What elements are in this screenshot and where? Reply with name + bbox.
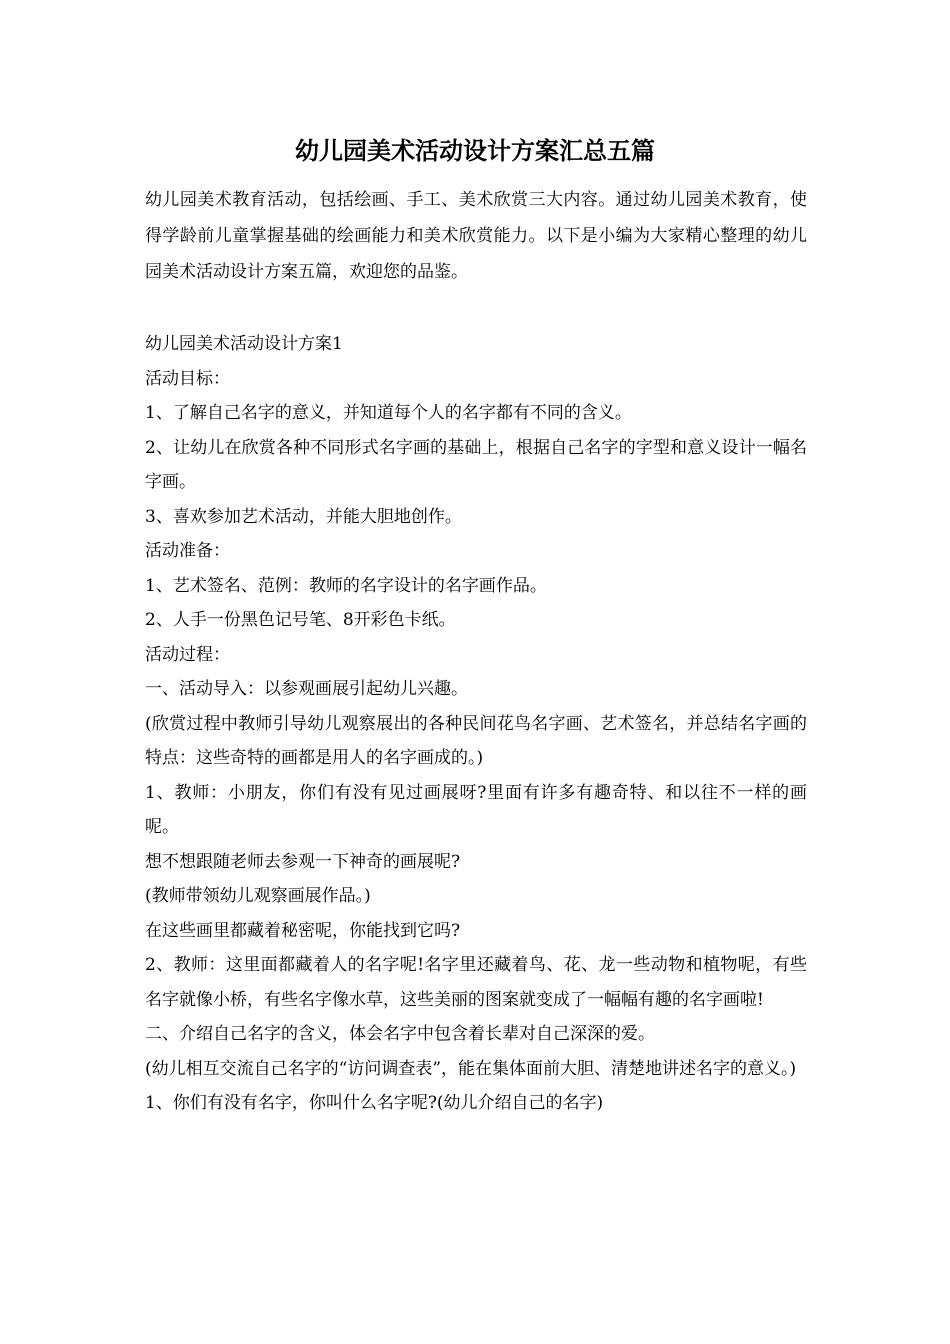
paragraph: 2、让幼儿在欣赏各种不同形式名字画的基础上，根据自己名字的字型和意义设计一幅名字画。 xyxy=(145,437,807,492)
paragraph: 2、教师：这里面都藏着人的名字呢!名字里还藏着鸟、花、龙一些动物和植物呢，有些名字就像小桥，有些名字像水草，这些美丽的图案就变成了一幅幅有趣的名字画啦! xyxy=(145,955,807,1010)
paragraph: 1、教师：小朋友，你们有没有见过画展呀?里面有许多有趣奇特、和以往不一样的画呢。 xyxy=(145,782,807,837)
paragraph: (教师带领幼儿观察画展作品。) xyxy=(145,886,371,906)
paragraph: 1、你们有没有名字，你叫什么名字呢?(幼儿介绍自己的名字) xyxy=(145,1093,604,1113)
section-heading: 幼儿园美术活动设计方案1 xyxy=(145,334,343,354)
paragraph: 二、介绍自己名字的含义，体会名字中包含着长辈对自己深深的爱。 xyxy=(145,1024,655,1044)
paragraph: (幼儿相互交流自己名字的“访问调查表”，能在集体面前大胆、清楚地讲述名字的意义。) xyxy=(145,1058,797,1079)
paragraph: 3、喜欢参加艺术活动，并能大胆地创作。 xyxy=(145,506,462,527)
document-body xyxy=(145,327,807,1121)
paragraph: 1、艺术签名、范例：教师的名字设计的名字画作品。 xyxy=(145,575,547,596)
paragraph: 2、人手一份黑色记号笔、8开彩色卡纸。 xyxy=(145,610,456,630)
paragraph: 1、了解自己名字的意义，并知道每个人的名字都有不同的含义。 xyxy=(145,403,632,423)
paragraph: 想不想跟随老师去参观一下神奇的画展呢? xyxy=(145,851,461,872)
intro-paragraph: 幼儿园美术教育活动，包括绘画、手工、美术欣赏三大内容。通过幼儿园美术教育，使得学龄前儿童掌握基础的绘画能力和美术欣赏能力。以下是小编为大家精心整理的幼儿园美术活动设计方案五篇，欢迎您的品鉴。 xyxy=(145,190,807,282)
paragraph: (欣赏过程中教师引导幼儿观察展出的各种民间花鸟名字画、艺术签名，并总结名字画的特点：这些奇特的画都是用人的名字画成的。) xyxy=(145,713,807,768)
document-title: 幼儿园美术活动设计方案汇总五篇 xyxy=(295,136,655,165)
paragraph: 一、活动导入：以参观画展引起幼儿兴趣。 xyxy=(145,679,468,699)
paragraph: 在这些画里都藏着秘密呢，你能找到它吗? xyxy=(145,920,461,941)
subheading-process: 活动过程： xyxy=(145,644,230,665)
subheading-goals: 活动目标： xyxy=(145,368,230,389)
subheading-preparation: 活动准备： xyxy=(145,541,230,561)
